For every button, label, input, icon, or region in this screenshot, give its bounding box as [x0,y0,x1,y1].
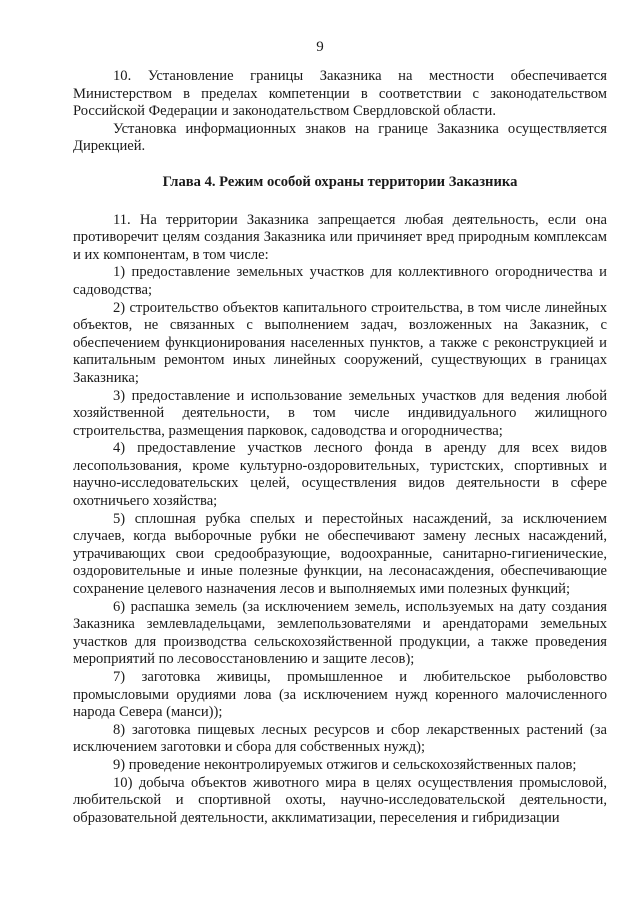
list-item-10: 10) добыча объектов животного мира в целях осуществления промысловой, любительской и спортивной охоты, научно-исследовательской деятельности, образовательной деятельности, акклиматизации, переселения и гибридизации [73,774,607,826]
paragraph-11-prohibitions: 11. На территории Заказника запрещается любая деятельность, если она противоречит целям создания Заказника или причиняет вред природным комплексам и их компонентам, в том числе: [73,211,607,263]
list-item-7: 7) заготовка живицы, промышленное и любительское рыболовство промысловыми орудиями лова (за исключением нужд коренного малочисленного народа Севера (манси)); [73,669,607,721]
paragraph-info-signs: Установка информационных знаков на границе Заказника осуществляется Дирекцией. [73,120,607,155]
list-item-1: 1) предоставление земельных участков для коллективного огородничества и садоводства; [73,264,607,298]
paragraph-10-boundary: 10. Установление границы Заказника на местности обеспечивается Министерством в пределах компетенции в соответствии с законодательством Российской Федерации и законодательством Свердловской области. [73,68,607,120]
page-number: 9 [316,39,324,55]
list-item-9: 9) проведение неконтролируемых отжигов и сельскохозяйственных палов; [113,756,577,773]
document-body [73,68,607,827]
list-item-2: 2) строительство объектов капитального строительства, в том числе линейных объектов, не связанных с выполнением задач, возложенных на Заказник, с обеспечением функционирования населенных пунктов, а также с реконструкцией и капитальным ремонтом иных линейных сооружений, существующих в границах Заказника; [73,299,607,386]
list-item-8: 8) заготовка пищевых лесных ресурсов и сбор лекарственных растений (за исключением заготовки и сбора для собственных нужд); [73,721,607,756]
list-item-4: 4) предоставление участков лесного фонда в аренду для всех видов лесопользования, кроме культурно-оздоровительных, туристских, спортивных и научно-исследовательских целей, осуществления видов деятельности в сфере охотничьего хозяйства; [73,440,607,510]
list-item-3: 3) предоставление и использование земельных участков для ведения любой хозяйственной деятельности, в том числе индивидуального жилищного строительства, размещения парковок, садоводства и огородничества; [73,387,607,439]
list-item-6: 6) распашка земель (за исключением земель, используемых на дату создания Заказника землевладельцами, землепользователями и арендаторами земельных участков для производства сельскохозяйственной продукции, а также проведения мероприятий по лесовосстановлению и защите лесов); [73,598,607,668]
chapter-heading: Глава 4. Режим особой охраны территории Заказника [162,173,518,190]
list-item-5: 5) сплошная рубка спелых и перестойных насаждений, за исключением случаев, когда выборочные рубки не обеспечивают замену лесных насаждений, утрачивающих свои средообразующие, водоохранные, санитарно-гигиенические, оздоровительные и иные полезные функции, на лесонасаждения, обеспечивающие сохранение целевого назначения лесов и выполняемых ими полезных функций; [73,510,607,598]
